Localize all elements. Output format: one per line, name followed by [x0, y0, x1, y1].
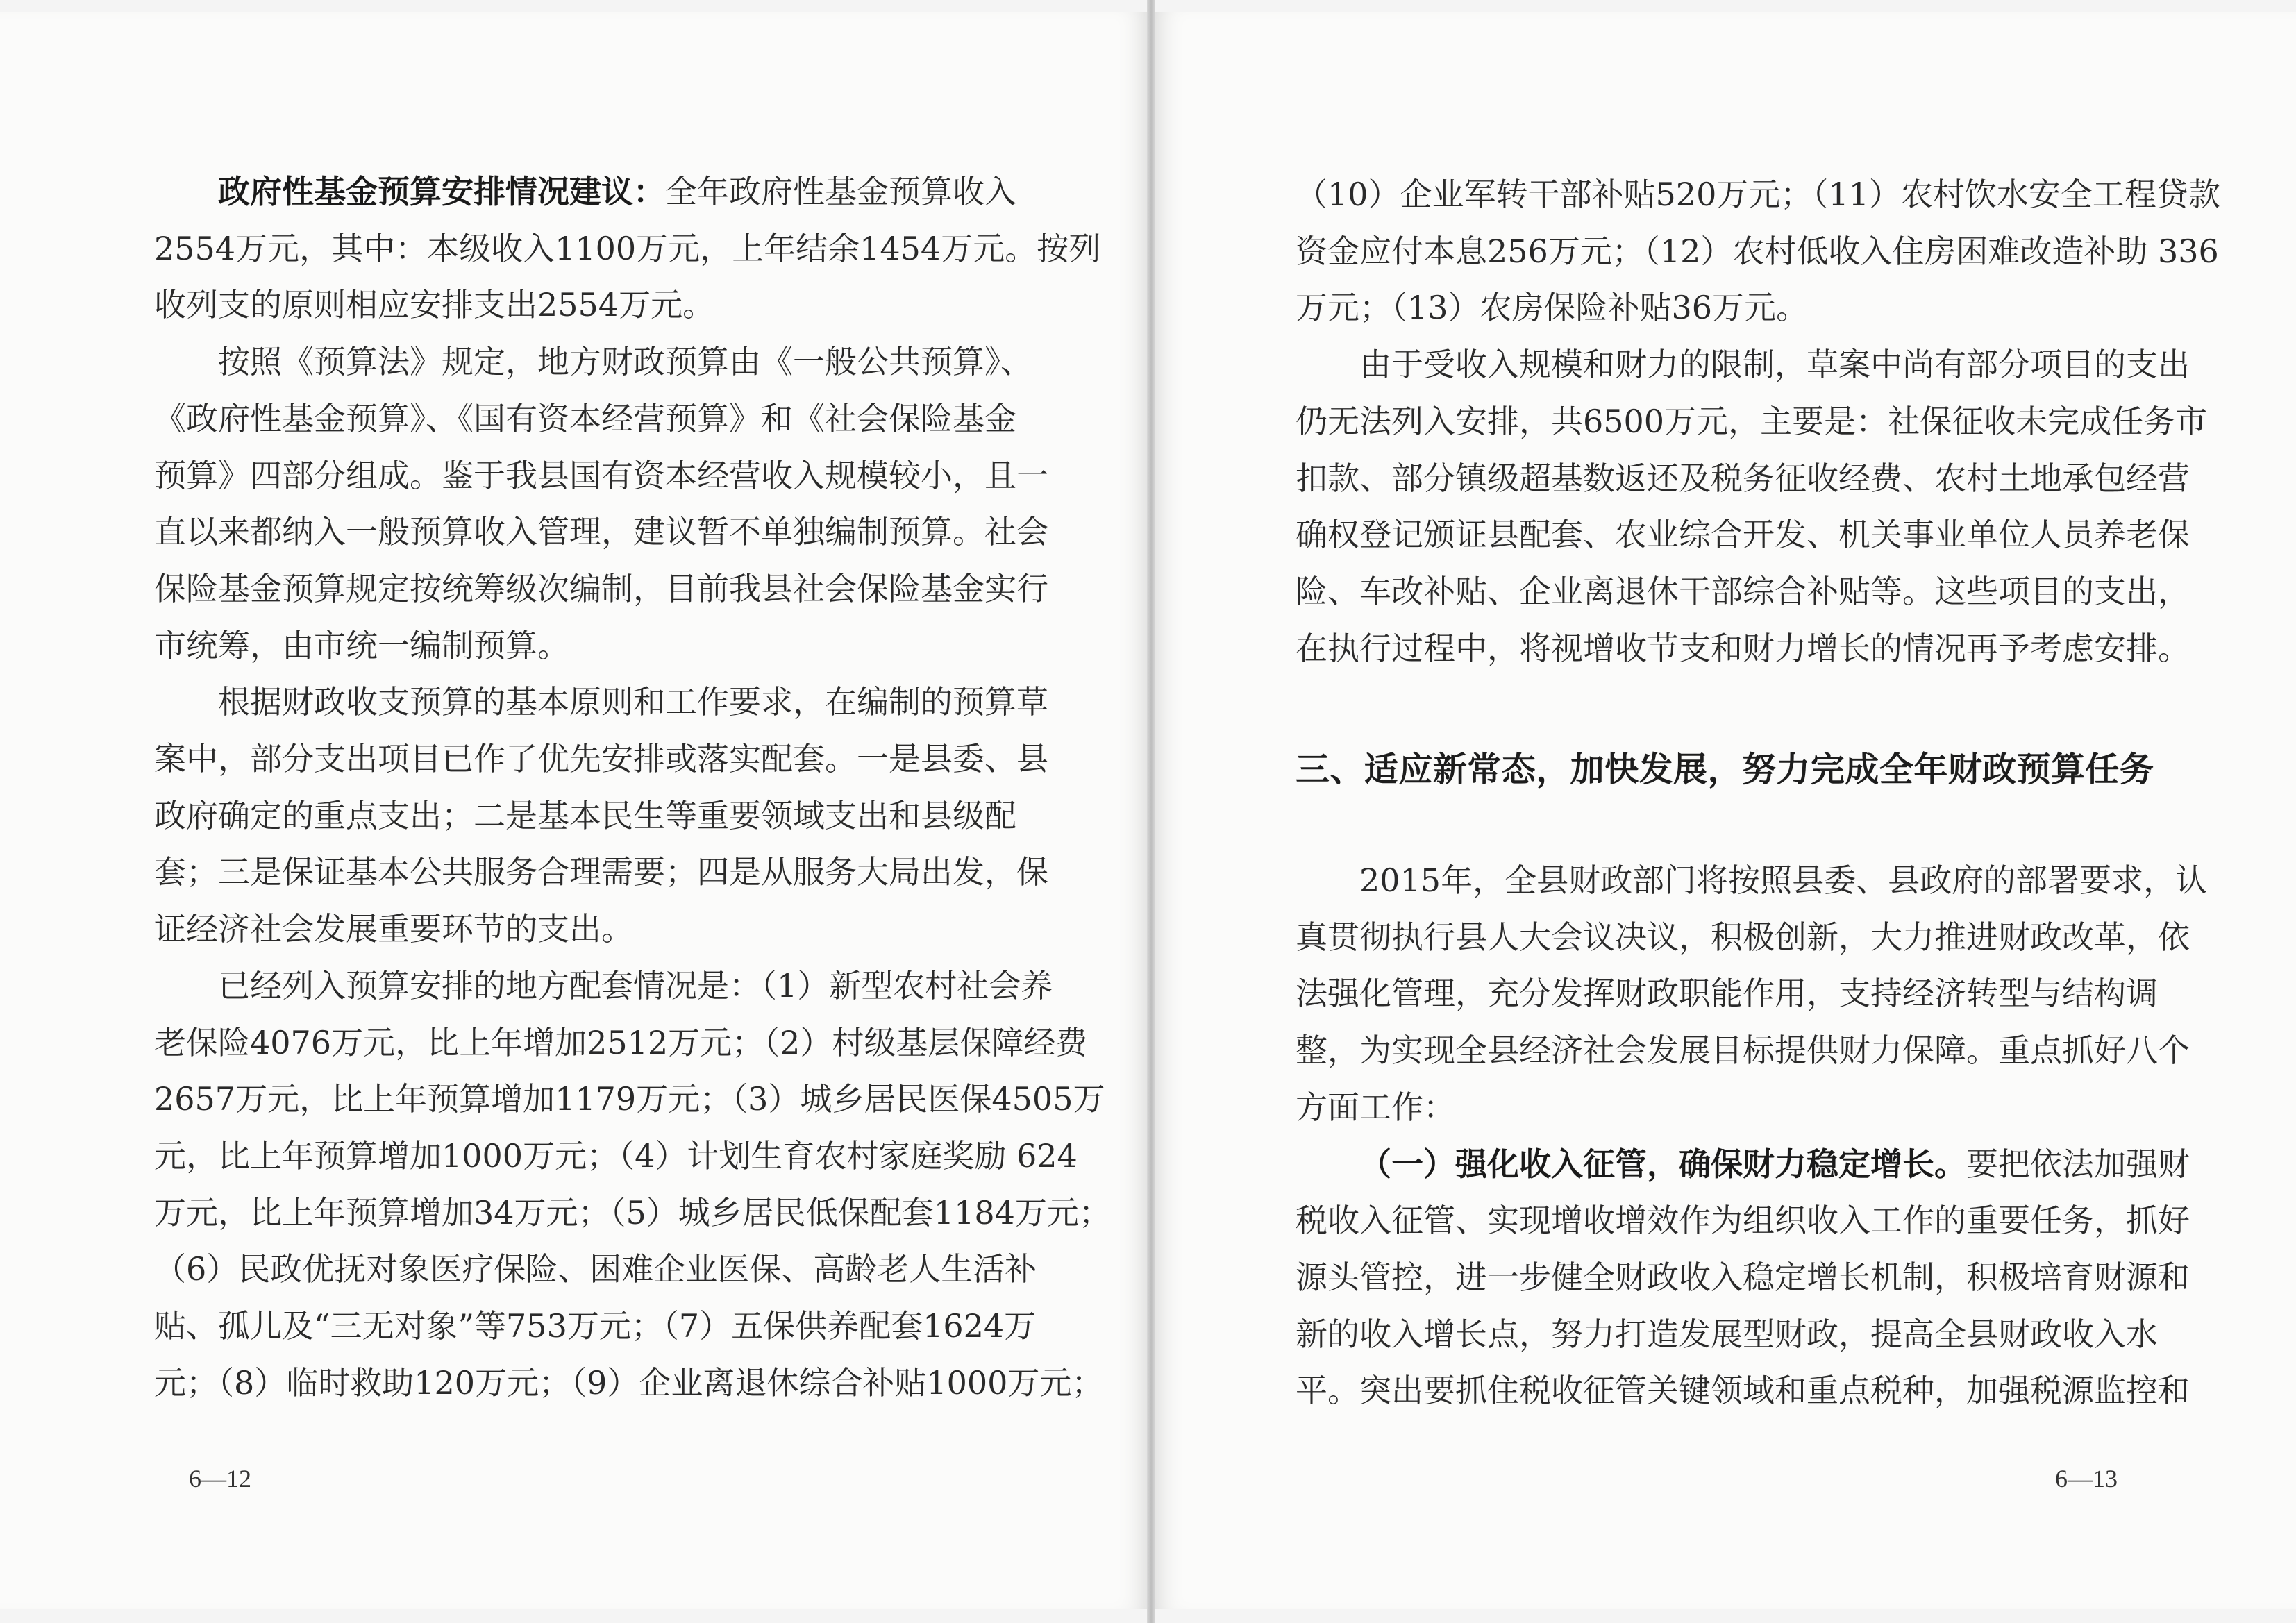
text-line: 已经列入预算安排的地方配套情况是：（1）新型农村社会养: [218, 966, 1053, 1004]
text-line: 元；（8）临时救助120万元；（9）企业离退休综合补贴1000万元；: [154, 1363, 1104, 1402]
text-line: 根据财政收支预算的基本原则和工作要求，在编制的预算草: [218, 683, 1048, 721]
text-line: 案中，部分支出项目已作了优先安排或落实配套。一是县委、县: [154, 740, 1048, 777]
text-line: 确权登记颁证县配套、农业综合开发、机关事业单位人员养老保: [1296, 516, 2190, 554]
text-line: 新的收入增长点，努力打造发展型财政，提高全县财政收入水: [1296, 1315, 2158, 1353]
text-line: 预算》四部分组成。鉴于我县国有资本经营收入规模较小，且一: [154, 456, 1048, 494]
text-line: 整，为实现全县经济社会发展目标提供财力保障。重点抓好八个: [1296, 1032, 2190, 1070]
text-line: 真贯彻执行县人大会议决议，积极创新，大力推进财政改革，依: [1296, 918, 2190, 956]
text-line: 市统筹，由市统一编制预算。: [154, 626, 569, 664]
text-line: 套；三是保证基本公共服务合理需要；四是从服务大局出发，保: [154, 853, 1048, 891]
text-line: [218, 169, 1016, 214]
line-text: 全年政府性基金预算收入: [665, 173, 1016, 210]
bold-lead-text: （一）强化收入征管，确保财力稳定增长。: [1359, 1145, 1966, 1183]
text-line: 老保险4076万元，比上年增加2512万元；（2）村级基层保障经费: [154, 1023, 1088, 1061]
text-line: 政府确定的重点支出；二是基本民生等重要领域支出和县级配: [154, 796, 1016, 834]
text-line: 税收入征管、实现增收增效作为组织收入工作的重要任务，抓好: [1296, 1202, 2190, 1240]
text-line: 元，比上年预算增加1000万元；（4）计划生育农村家庭奖励 624: [154, 1136, 1078, 1175]
text-line: 险、车改补贴、企业离退休干部综合补贴等。这些项目的支出，: [1296, 572, 2190, 610]
text-line: 2657万元，比上年预算增加1179万元；（3）城乡居民医保4505万: [154, 1080, 1105, 1118]
text-line: 法强化管理，充分发挥财政职能作用，支持经济转型与结构调: [1296, 975, 2158, 1013]
text-line: 直以来都纳入一般预算收入管理，建议暂不单独编制预算。社会: [154, 513, 1048, 551]
text-line: 《政府性基金预算》、《国有资本经营预算》和《社会保险基金: [154, 399, 1016, 437]
text-line: （10）企业军转干部补贴520万元；（11）农村饮水安全工程贷款: [1296, 176, 2220, 213]
text-line: 平。突出要抓住税收征管关键领域和重点税种，加强税源监控和: [1296, 1372, 2190, 1410]
text-line: 方面工作：: [1296, 1088, 1455, 1126]
line-text: 要把依法加强财: [1966, 1145, 2190, 1183]
text-line: 资金应付本息256万元；（12）农村低收入住房困难改造补助 336: [1296, 232, 2219, 270]
text-line: 由于受收入规模和财力的限制，草案中尚有部分项目的支出: [1359, 346, 2190, 384]
page-number-left: 6—12: [189, 1465, 251, 1492]
page-gutter: [1147, 0, 1155, 1623]
text-line: 在执行过程中，将视增收节支和财力增长的情况再予考虑安排。: [1296, 629, 2190, 667]
bold-lead-text: 政府性基金预算安排情况建议：: [218, 173, 665, 210]
text-line: 扣款、部分镇级超基数返还及税务征收经费、农村土地承包经营: [1296, 459, 2190, 497]
text-line: 贴、孤儿及“三无对象”等753万元；（7）五保供养配套1624万: [154, 1307, 1037, 1345]
text-line: 按照《预算法》规定，地方财政预算由《一般公共预算》、: [218, 343, 1032, 381]
page-number-right: 6—13: [2055, 1465, 2118, 1492]
section-heading: 三、适应新常态，加快发展，努力完成全年财政预算任务: [1296, 750, 2154, 789]
text-line: 2554万元，其中：本级收入1100万元，上年结余1454万元。按列: [154, 229, 1101, 267]
text-line: 收列支的原则相应安排支出2554万元。: [154, 286, 715, 324]
text-line: 仍无法列入安排，共6500万元，主要是：社保征收未完成任务市: [1296, 402, 2208, 440]
text-line: 保险基金预算规定按统筹级次编制，目前我县社会保险基金实行: [154, 569, 1048, 607]
text-line: 源头管控，进一步健全财政收入稳定增长机制，积极培育财源和: [1296, 1258, 2190, 1296]
text-line: （6）民政优抚对象医疗保险、困难企业医保、高龄老人生活补: [154, 1250, 1037, 1288]
text-line: 万元，比上年预算增加34万元；（5）城乡居民低保配套1184万元；: [154, 1193, 1111, 1231]
text-line: 证经济社会发展重要环节的支出。: [154, 910, 633, 948]
text-line: 2015年，全县财政部门将按照县委、县政府的部署要求，认: [1359, 861, 2208, 899]
text-line: [1359, 1142, 2190, 1186]
text-line: 万元；（13）农房保险补贴36万元。: [1296, 289, 1809, 327]
